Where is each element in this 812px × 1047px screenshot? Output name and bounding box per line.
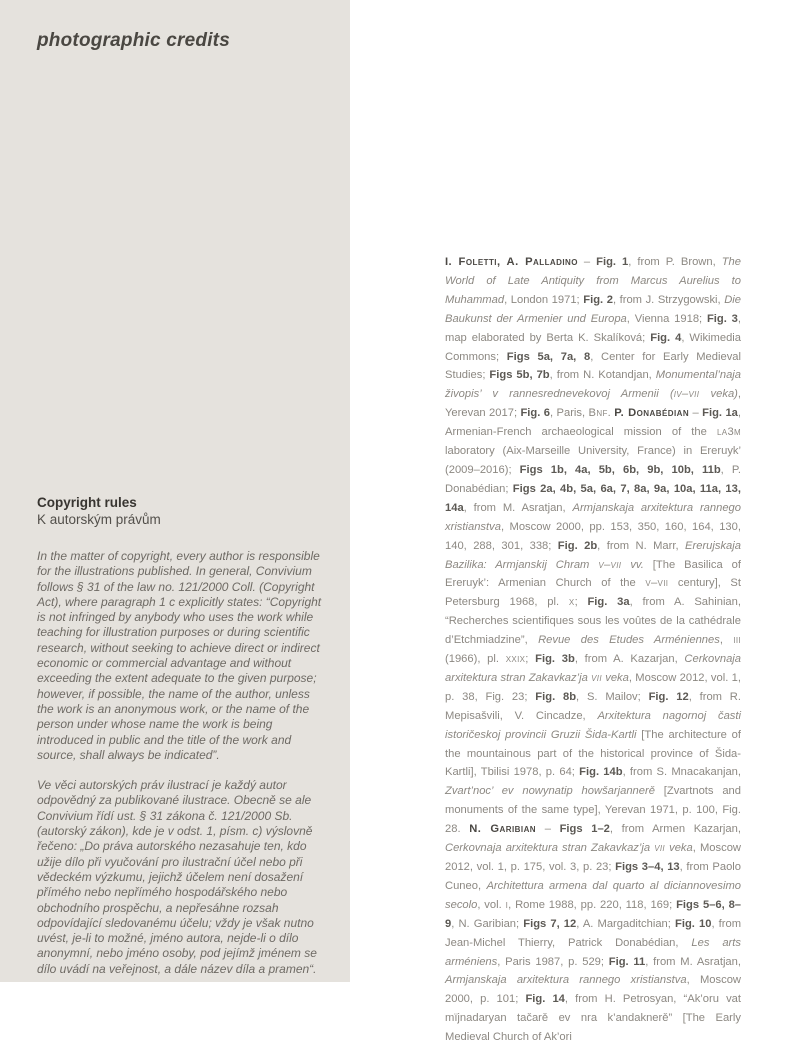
copyright-paragraph-cs: Ve věci autorských práv ilustrací je každý autor odpovědný za publikované ilustrace. Obecně se ale Convivium řídí ust. § 31 zákona č. 121/2000 Sb. (autorský zákon), kde je v odst. 1, písm. c) výslovně řečeno: „Do práva autorského nezasahuje ten, kdo užije dílo při vyučování pro ilustrační účel nebo při vědeckém výzkumu, jejichž účelem není dosažení přímého nebo nepřímého hospodářského nebo obchodního prospěchu, a nepřesáhne rozsah odpovídající sledovanému účelu; vždy je však nutno uvést, je-li to možné, jméno autora, nejde-li o dílo anonymní, nebo jméno osoby, pod jejímž jménem se dílo uvádí na veřejnost, a dále název díla a pramen“. — [37, 778, 317, 976]
copyright-heading-en: Copyright rules — [37, 495, 137, 510]
photographic-credits-text: I. Foletti, A. Palladino – Fig. 1, from P. Brown, The World of Late Antiquity from Marcus Aurelius to Muhammad, London 1971; Fig. 2, from J. Strzygowski, Die Baukunst der Armenier und Europa, Vienna 1918; Fig. 3, map elaborated by Berta K. Skalíková; Fig. 4, Wikimedia Commons; Figs 5a, 7a, 8, Center for Early Medieval Studies; Figs 5b, 7b, from N. Kotandjan, Monumental’naja živopis’ v rannesrednevekovoj Armenii (iv–vii veka), Yerevan 2017; Fig. 6, Paris, Bnf. P. Donabédian – Fig. 1a, Armenian-French archaeological mission of the la3m laboratory (Aix-Marseille University, France) in Ereruyk’ (2009–2016); Figs 1b, 4a, 5b, 6b, 9b, 10b, 11b, P. Donabédian; Figs 2a, 4b, 5a, 6a, 7, 8a, 9a, 10a, 11a, 13, 14a, from M. Asratjan, Armjanskaja arxitektura rannego xristianstva, Moscow 2000, pp. 153, 350, 160, 164, 130, 140, 288, 301, 338; Fig. 2b, from N. Marr, Ererujskaja Bazilika: Armjanskij Chram v–vii vv. [The Basilica of Ereruyk’: Armenian Church of the v–vii century], St Petersburg 1968, pl. x; Fig. 3a, from A. Sahinian, “Recherches scientifiques sous les voûtes de la cathédrale d’Etchmiadzine”, Revue des Etudes Arméniennes, iii (1966), pl. xxix; Fig. 3b, from A. Kazarjan, Cerkovnaja arxitektura stran Zakavkaz’ja vii veka, Moscow 2012, vol. 1, p. 38, Fig. 23; Fig. 8b, S. Mailov; Fig. 12, from R. Mepisašvili, V. Cincadze, Arxitektura nagornoj časti istoričeskoj provincii Gruzii Šida-Kartli [The architecture of the mountainous part of the historical province of Šida-Kartli], Tbilisi 1978, p. 64; Fig. 14b, from S. Mnacakanjan, Zvart’noc’ ev nowynatip howšarjannerě [Zvartnots and monuments of the same type], Yerevan 1971, p. 100, Fig. 28. N. Garibian – Figs 1–2, from Armen Kazarjan, Cerkovnaja arxitektura stran Zakavkaz’ja vii veka, Moscow 2012, vol. 1, p. 175, vol. 3, p. 23; Figs 3–4, 13, from Paolo Cuneo, Architettura armena dal quarto al diciannovesimo secolo, vol. i, Rome 1988, pp. 220, 118, 169; Figs 5–6, 8–9, N. Garibian; Figs 7, 12, A. Margaditchian; Fig. 10, from Jean-Michel Thierry, Patrick Donabédian, Les arts arméniens, Paris 1987, p. 529; Fig. 11, from M. Asratjan, Armjanskaja arxitektura rannego xristianstva, Moscow 2000, p. 101; Fig. 14, from H. Petrosyan, “Ak’oru vat mïjnadaryan tačarě ev nra k’andaknerě” [The Early Medieval Church of Ak’ori — [445, 256, 742, 1044]
left-panel — [0, 0, 350, 982]
copyright-paragraph-en: In the matter of copyright, every author is responsible for the illustrations published. In general, Convivium follows § 31 of the law no. 121/2000 Coll. (Copyright Act), where paragraph 1 c explicitly states: “Copyright is not infringed by anybody who uses the work while teaching for illustration purposes or during scientific research, without seeking to achieve direct or indirect economic or commercial advantage and without exceeding the extent adequate to the given purpose; however, if possible, the name of the author, unless the work is an anonymous work, or the name of the person under whose name the work is being introduced in public and the title of the work and source, shall always be indicated”. — [37, 549, 322, 762]
page-title: photographic credits — [37, 30, 230, 51]
copyright-rules-section — [37, 494, 325, 977]
copyright-heading-cs: K autorským právům — [37, 512, 161, 527]
